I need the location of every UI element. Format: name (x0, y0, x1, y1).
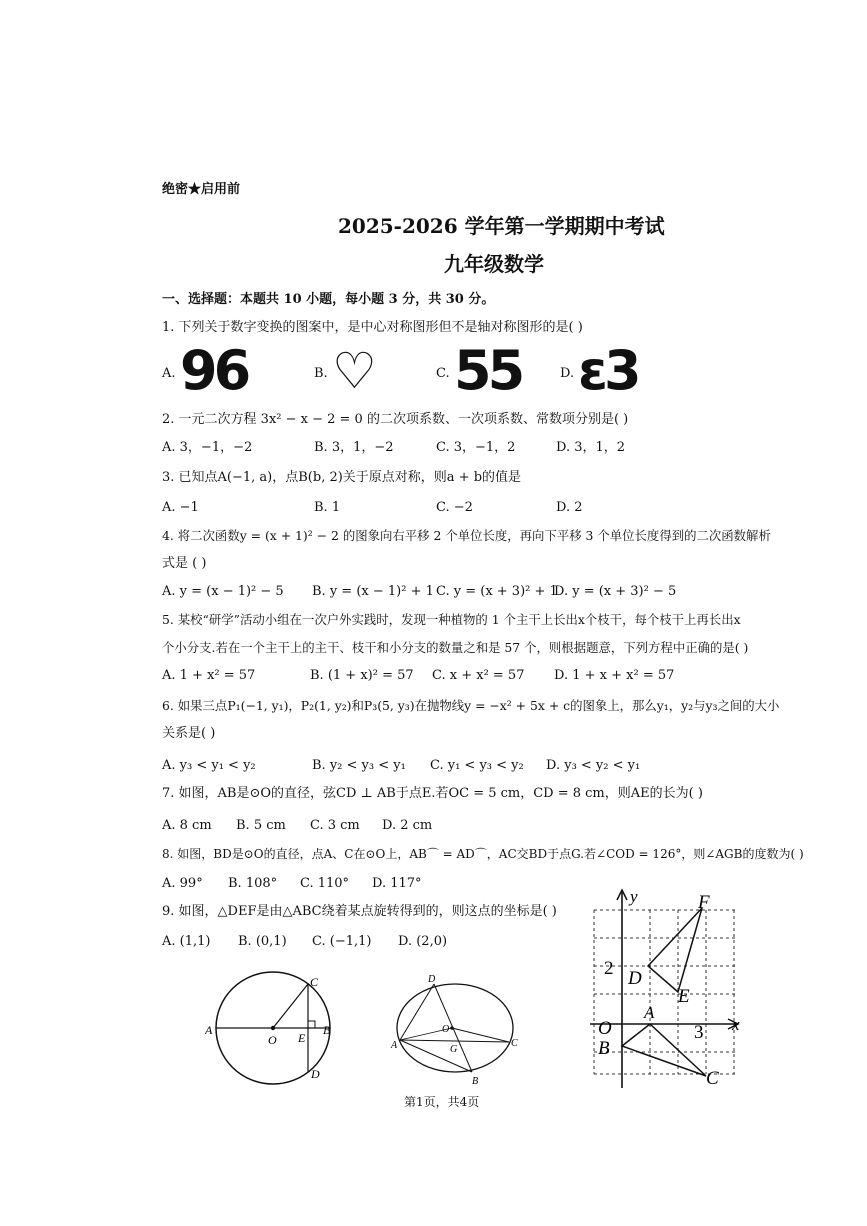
q2-option-a: A. 3，−1，−2 (162, 440, 253, 455)
page-number: 第1页，共4页 (404, 1095, 480, 1109)
q3-option-a: A. −1 (162, 500, 199, 515)
q7-option-d: D. 2 cm (382, 818, 433, 833)
q6-option-b: B. y₂ < y₃ < y₁ (312, 758, 406, 773)
fig8-label-d: D (428, 974, 436, 985)
q5-option-d: D. 1 + x + x² = 57 (554, 668, 675, 683)
fig8-label-g: G (450, 1044, 458, 1055)
fig7-right-angle (308, 1021, 315, 1028)
q3-option-c: C. −2 (436, 500, 473, 515)
q9-option-c: C. (−1,1) (312, 934, 372, 949)
q9-stem: 9. 如图，△DEF是由△ABC绕着某点旋转得到的，则这点的坐标是( ) (162, 904, 557, 919)
figure-q8 (388, 970, 520, 1088)
fig8-label-c: C (511, 1038, 518, 1049)
q5-option-b: B. (1 + x)² = 57 (310, 668, 414, 683)
q2-stem: 2. 一元二次方程 3x² − x − 2 = 0 的二次项系数、一次项系数、常数项分别是( ) (162, 412, 629, 427)
fig9-label-a: A (644, 1003, 655, 1022)
fig7-label-d: D (311, 1067, 320, 1081)
fig8-label-b: B (472, 1076, 479, 1087)
fig7-label-e: E (298, 1031, 306, 1045)
fig8-center-dot (450, 1026, 454, 1030)
q9-option-d: D. (2,0) (398, 934, 448, 949)
fig9-label-c: C (706, 1068, 719, 1089)
q4-stem-line1: 4. 将二次函数y = (x + 1)² − 2 的图象向右平移 2 个单位长度，再向下平移 3 个单位长度得到的二次函数解析 (162, 528, 771, 543)
q4-option-c: C. y = (x + 3)² + 1 (436, 584, 558, 599)
q7-option-c: C. 3 cm (310, 818, 360, 833)
q5-stem-line2: 个小分支.若在一个主干上的主干、枝干和小分支的数量之和是 57 个，则根据题意，下列方程中正确的是( ) (162, 640, 749, 655)
fig7-center-dot (271, 1026, 275, 1030)
q1-option-b-label: B. (314, 366, 328, 381)
q2-option-c: C. 3，−1，2 (436, 440, 516, 455)
q5-option-c: C. x + x² = 57 (432, 668, 525, 683)
fig8-circle (397, 984, 513, 1072)
q4-option-b: B. y = (x − 1)² + 1 (312, 584, 434, 599)
q8-option-d: D. 117° (372, 876, 422, 891)
fig8-radius-oc (452, 1028, 509, 1042)
q4-stem-line2: 式是 ( ) (162, 556, 207, 571)
q1-option-a-label: A. (162, 366, 176, 381)
q7-option-b: B. 5 cm (236, 818, 286, 833)
q9-option-a: A. (1,1) (162, 934, 211, 949)
fig8-chord-ad (400, 984, 434, 1040)
q7-stem: 7. 如图，AB是⊙O的直径，弦CD ⊥ AB于点E.若OC = 5 cm，CD = 8 cm，则AE的长为( ) (162, 786, 703, 801)
fig9-label-y: y (630, 887, 638, 906)
q1-option-d-label: D. (560, 366, 575, 381)
q1-option-d-glyph: ɛ3 (578, 339, 638, 402)
q5-stem-line1: 5. 某校“研学”活动小组在一次户外实践时，发现一种植物的 1 个主干上长出x个枝干，每个枝干上再长出x (162, 612, 741, 627)
page-subtitle: 九年级数学 (444, 252, 544, 276)
fig7-label-o: O (268, 1033, 277, 1047)
fig8-label-a: A (391, 1040, 398, 1051)
q7-option-a: A. 8 cm (162, 818, 212, 833)
fig9-label-x: x (732, 1015, 740, 1034)
page-title: 2025-2026 学年第一学期期中考试 (338, 214, 665, 238)
q2-option-b: B. 3，1，−2 (314, 440, 394, 455)
q8-option-c: C. 110° (300, 876, 350, 891)
fig9-label-e: E (678, 986, 690, 1007)
fig7-label-b: B (323, 1023, 331, 1037)
section-heading: 一、选择题：本题共 10 小题，每小题 3 分，共 30 分。 (162, 292, 495, 307)
q4-option-a: A. y = (x − 1)² − 5 (162, 584, 284, 599)
q8-option-b: B. 108° (228, 876, 278, 891)
fig9-label-f: F (698, 892, 710, 913)
q6-option-c: C. y₁ < y₃ < y₂ (430, 758, 524, 773)
fig9-label-d: D (628, 968, 642, 989)
q3-option-d: D. 2 (556, 500, 583, 515)
fig7-label-c: C (310, 975, 319, 989)
q9-option-b: B. (0,1) (238, 934, 287, 949)
figure-q9 (586, 884, 756, 1092)
q3-option-b: B. 1 (314, 500, 341, 515)
q2-option-d: D. 3，1，2 (556, 440, 626, 455)
q1-stem: 1. 下列关于数字变换的图案中，是中心对称图形但不是轴对称图形的是( ) (162, 320, 583, 335)
q1-option-a-glyph: 96 (180, 339, 248, 402)
q8-stem: 8. 如图，BD是⊙O的直径，点A、C在⊙O上，AB⌒ = AD⌒，AC交BD于点G.若∠COD = 126°，则∠AGB的度数为( ) (162, 847, 804, 861)
secret-mark: 绝密★启用前 (162, 182, 241, 197)
q1-option-c-glyph: 55 (454, 339, 522, 402)
q6-option-a: A. y₃ < y₁ < y₂ (162, 758, 256, 773)
q6-stem-line2: 关系是( ) (162, 726, 216, 741)
fig9-tick-3: 3 (694, 1022, 704, 1043)
fig8-label-o: O (442, 1024, 450, 1035)
fig9-tick-2: 2 (604, 958, 614, 979)
figure-q7 (205, 968, 345, 1090)
fig9-grid (594, 910, 736, 1074)
q6-stem-line1: 6. 如果三点P₁(−1, y₁)，P₂(1, y₂)和P₃(5, y₃)在抛物线y = −x² + 5x + c的图象上，那么y₁，y₂与y₃之间的大小 (162, 698, 780, 713)
q6-option-d: D. y₃ < y₂ < y₁ (546, 758, 641, 773)
q4-option-d: D. y = (x + 3)² − 5 (554, 584, 677, 599)
q1-option-c-label: C. (436, 366, 450, 381)
fig9-label-b: B (598, 1038, 610, 1059)
fig7-radius-oc (273, 984, 308, 1028)
q5-option-a: A. 1 + x² = 57 (162, 668, 256, 683)
q1-option-b-glyph: ♡ (332, 342, 373, 400)
q8-option-a: A. 99° (162, 876, 203, 891)
fig7-label-a: A (205, 1023, 213, 1037)
fig8-chord-ac (400, 1040, 509, 1042)
fig9-triangle-def (648, 908, 702, 992)
q3-stem: 3. 已知点A(−1, a)，点B(b, 2)关于原点对称，则a + b的值是 (162, 470, 522, 485)
fig9-label-o: O (598, 1018, 612, 1039)
